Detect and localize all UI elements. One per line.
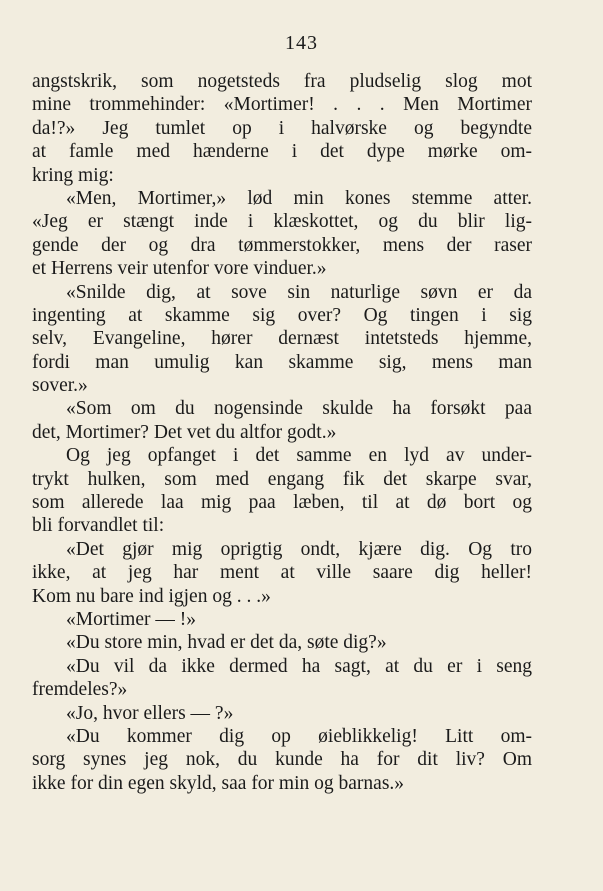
text-line: angstskrik, som nogetsteds fra pludselig slog mot: [32, 71, 532, 92]
text-line: «Det gjør mig oprigtig ondt, kjære dig. Og tro: [66, 538, 532, 560]
text-line: «Jeg er stængt inde i klæskottet, og du blir lig-: [32, 211, 532, 233]
text-line: ikke for din egen skyld, saa for min og barnas.»: [32, 772, 405, 794]
text-line: mine trommehinder: «Mortimer! . . . Men Mortimer: [32, 94, 532, 116]
text-line: «Du vil da ikke dermed ha sagt, at du er i seng: [66, 655, 532, 677]
text-line: selv, Evangeline, hører dernæst intetsteds hjemme,: [32, 328, 532, 350]
text-line: et Herrens veir utenfor vore vinduer.»: [32, 258, 327, 280]
text-line: kring mig:: [32, 164, 114, 186]
text-line: ingenting at skamme sig over? Og tingen i sig: [32, 304, 532, 326]
text-line: «Mortimer — !»: [66, 608, 196, 630]
text-line: bli forvandlet til:: [32, 515, 165, 537]
text-line: fremdeles?»: [32, 679, 128, 701]
page-number: 143: [285, 32, 318, 54]
text-line: fordi man umulig kan skamme sig, mens man: [32, 351, 532, 373]
text-line: «Snilde dig, at sove sin naturlige søvn er da: [66, 281, 532, 303]
text-line: Og jeg opfanget i det samme en lyd av under-: [66, 445, 532, 467]
text-line: trykt hulken, som med engang fik det skarpe svar,: [32, 468, 532, 490]
text-line: «Som om du nogensinde skulde ha forsøkt paa: [66, 398, 532, 420]
text-line: sover.»: [32, 375, 88, 397]
text-line: da!?» Jeg tumlet op i halvørske og begyndte: [32, 117, 532, 139]
text-line: gende der og dra tømmerstokker, mens der raser: [32, 234, 532, 256]
text-line: sorg synes jeg nok, du kunde ha for dit liv? Om: [32, 749, 532, 771]
text-line: det, Mortimer? Det vet du altfor godt.»: [32, 421, 337, 443]
text-line: «Du kommer dig op øieblikkelig! Litt om-: [66, 725, 532, 747]
text-line: Kom nu bare ind igjen og . . .»: [32, 585, 271, 607]
text-line: «Jo, hvor ellers — ?»: [66, 702, 234, 724]
text-line: «Du store min, hvad er det da, søte dig?»: [66, 632, 387, 654]
text-line: at famle med hænderne i det dype mørke om-: [32, 141, 532, 163]
text-line: ikke, at jeg har ment at ville saare dig heller!: [32, 562, 532, 584]
body-text: [32, 70, 532, 795]
text-line: som allerede laa mig paa læben, til at dø bort og: [32, 492, 532, 514]
text-line: «Men, Mortimer,» lød min kones stemme atter.: [66, 187, 532, 209]
